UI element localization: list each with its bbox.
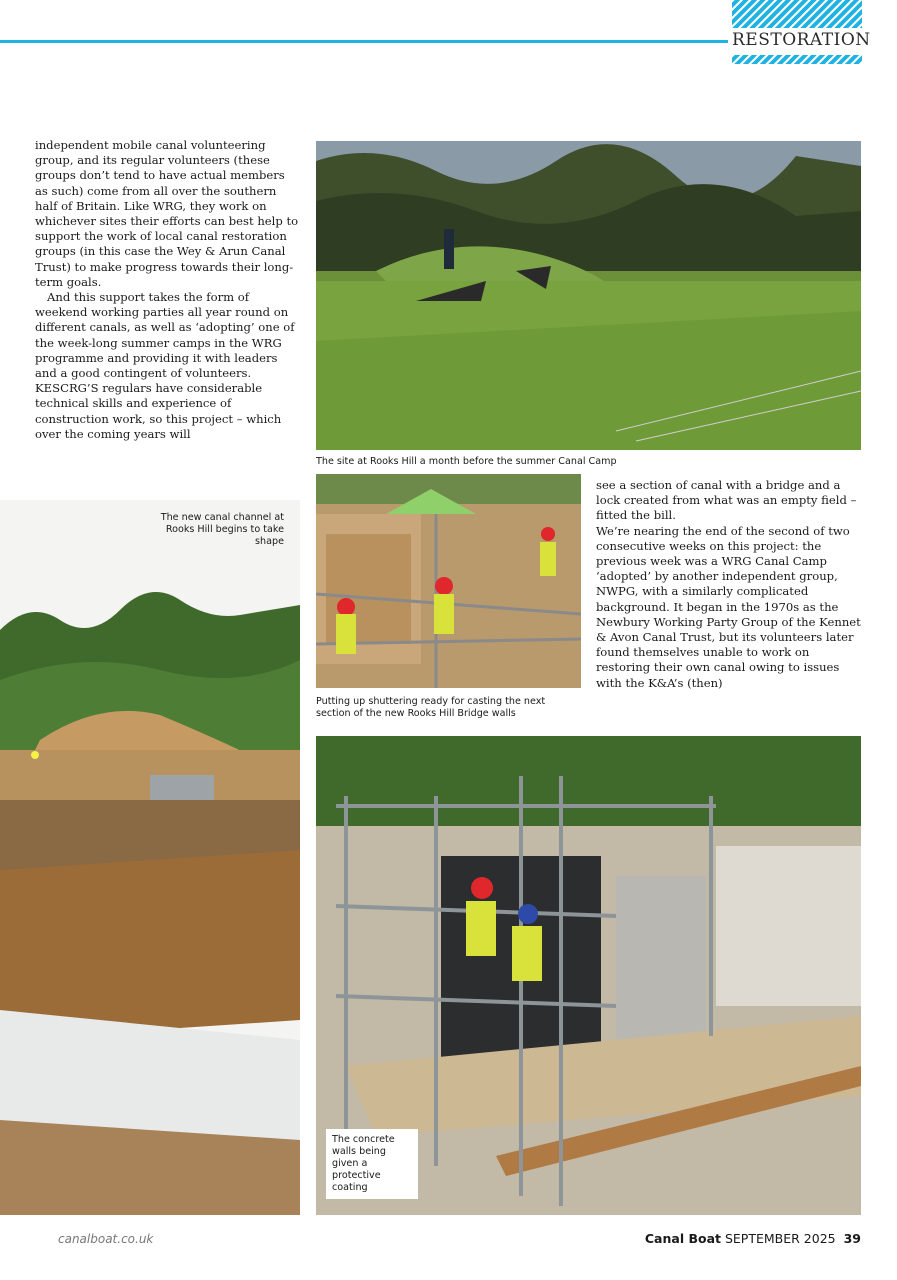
- caption-rooks-hill-site: The site at Rooks Hill a month before the summer Canal Camp: [316, 456, 617, 467]
- right-column-text: [596, 478, 861, 691]
- footer-issue-line: [645, 1231, 861, 1246]
- caption-shuttering: Putting up shuttering ready for casting the next section of the new Rooks Hill Bridge walls: [316, 696, 546, 719]
- photo-shuttering: [316, 474, 581, 688]
- right-paragraph-1: see a section of canal with a bridge and a lock created from what was an empty field – fitted the bill.: [596, 478, 857, 523]
- section-label: RESTORATION: [732, 30, 871, 50]
- footer-magazine: Canal Boat: [644, 1231, 721, 1246]
- header-stripe-bottom: [732, 55, 862, 64]
- left-paragraph-1: independent mobile canal volunteering group, and its regular volunteers (these groups don’t tend to have actual members as such) come from all over the southern half of Britain. Like WRG, they work on whichever sites their efforts can best help to support the work of local canal restoration groups (in this case the Wey & Arun Canal Trust) to make progress towards their long-term goals.: [35, 138, 299, 289]
- left-paragraph-2: And this support takes the form of weekend working parties all year round on different canals, as well as ‘adopting’ one of the week-long summer camps in the WRG programme and providing it with leaders and a good contingent of volunteers. KESCRG’S regulars have considerable technical skills and experience of construction work, so this project – which over the coming years will: [35, 290, 295, 441]
- header-stripe-top: [732, 0, 862, 28]
- photo-canal-channel: [0, 500, 300, 1215]
- footer-issue: SEPTEMBER 2025: [724, 1231, 836, 1246]
- header-rule: [0, 40, 728, 43]
- footer-website: canalboat.co.uk: [58, 1232, 154, 1246]
- caption-concrete-walls: The concrete walls being given a protective coating: [326, 1129, 418, 1199]
- photo-rooks-hill-site: [316, 141, 861, 450]
- caption-canal-channel: The new canal channel at Rooks Hill begins to take shape: [160, 512, 284, 547]
- footer-page-number: 39: [843, 1231, 861, 1246]
- right-paragraph-2: We’re nearing the end of the second of two consecutive weeks on this project: the previous week was a WRG Canal Camp ‘adopted’ by another independent group, NWPG, with a similarly complicated background. It began in the 1970s as the Newbury Working Party Group of the Kennet & Avon Canal Trust, but its volunteers later found themselves unable to work on restoring their own canal owing to issues with the K&A’s (then): [596, 523, 861, 690]
- left-column-text: [35, 138, 300, 442]
